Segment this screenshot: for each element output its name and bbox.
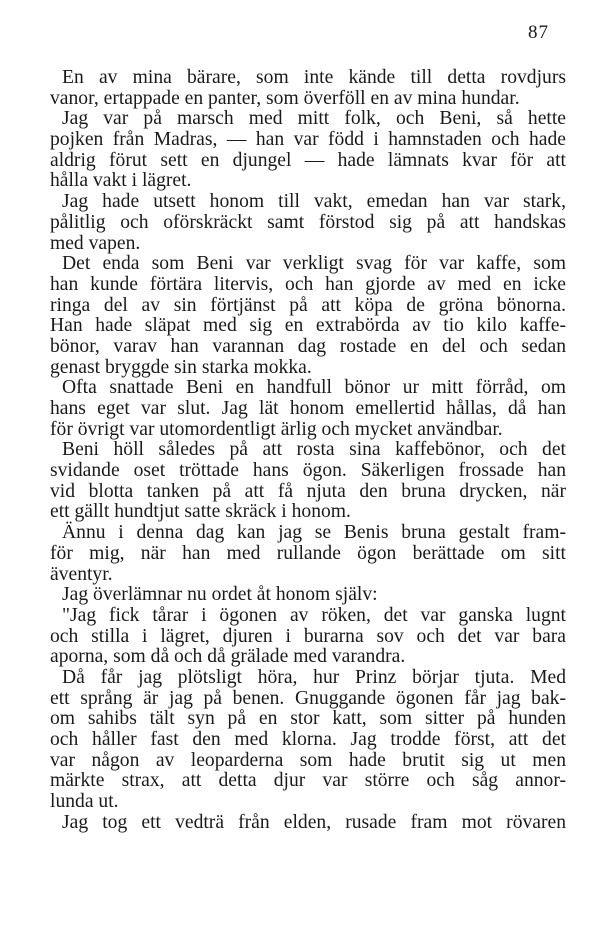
text-line: Jag hade utsett honom till vakt, emedan han var stark, xyxy=(62,191,566,213)
text-line: Han hade släpat med sig en extrabörda av tio kilo kaffe- xyxy=(50,315,566,337)
text-line: Då får jag plötsligt höra, hur Prinz börjar tjuta. Med xyxy=(62,666,566,688)
text-line: äventyr. xyxy=(50,563,113,585)
text-line: bönor, varav han varannan dag rostade en del och sedan xyxy=(50,335,566,357)
text-line: märkte strax, att detta djur var större och såg annor- xyxy=(50,770,566,792)
text-line: aldrig förut sett en djungel — hade lämnats kvar för att xyxy=(50,149,566,171)
text-line: ett språng är jag på benen. Gnuggande ögonen får jag bak- xyxy=(50,687,566,709)
text-line: Jag överlämnar nu ordet åt honom själv: xyxy=(62,584,378,606)
text-line: Ofta snattade Beni en handfull bönor ur mitt förråd, om xyxy=(62,377,566,399)
text-line: ett gällt hundtjut satte skräck i honom. xyxy=(50,501,351,523)
text-line: aporna, som då och då grälade med varandra. xyxy=(50,646,406,668)
text-line: vanor, ertappade en panter, som överföll en av mina hundar. xyxy=(50,87,520,109)
text-line: genast bryggde sin starka mokka. xyxy=(50,356,312,378)
text-line: Beni höll således på att rosta sina kaffebönor, och det xyxy=(62,439,566,461)
text-line: ringa del av sin förtjänst på att köpa de gröna bönorna. xyxy=(50,294,566,316)
text-line: "Jag fick tårar i ögonen av röken, det var ganska lugnt xyxy=(62,604,566,626)
text-line: för mig, när han med rullande ögon berättade om sitt xyxy=(50,542,566,564)
body-text xyxy=(50,68,566,833)
text-line: svidande oset tröttade hans ögon. Säkerligen frossade han xyxy=(50,460,566,482)
text-line: för övrigt var utomordentligt ärlig och mycket användbar. xyxy=(50,418,503,440)
text-line: och håller fast den med klorna. Jag trodde först, att det xyxy=(50,729,566,750)
text-line: Jag var på marsch med mitt folk, och Beni, så hette xyxy=(62,108,566,130)
text-line: var någon av leoparderna som hade brutit sig ut men xyxy=(50,749,566,771)
text-line: med vapen. xyxy=(50,232,141,254)
text-line: lunda ut. xyxy=(50,791,119,813)
text-line: han kunde förtära litervis, och han gjorde av med en icke xyxy=(50,273,566,295)
text-line: vid blotta tanken på att få njuta den bruna drycken, när xyxy=(50,480,566,502)
text-line: om sahibs tält syn på en stor katt, som sitter på hunden xyxy=(50,708,566,730)
text-line: En av mina bärare, som inte kände till detta rovdjurs xyxy=(62,67,566,88)
text-line: Det enda som Beni var verkligt svag för var kaffe, som xyxy=(62,253,566,275)
text-line: och stilla i lägret, djuren i burarna sov och det var bara xyxy=(50,625,566,647)
text-line: hans eget var slut. Jag lät honom emellertid hållas, då han xyxy=(50,398,566,419)
text-line: Ännu i denna dag kan jag se Benis bruna gestalt fram- xyxy=(62,522,566,544)
text-line: hålla vakt i lägret. xyxy=(50,170,192,192)
page-number: 87 xyxy=(528,22,549,43)
text-line: pålitlig och oförskräckt samt förstod sig på att handskas xyxy=(50,211,566,233)
text-line: Jag tog ett vedträ från elden, rusade fram mot rövaren xyxy=(62,811,566,833)
text-line: pojken från Madras, — han var född i hamnstaden och hade xyxy=(50,129,566,151)
